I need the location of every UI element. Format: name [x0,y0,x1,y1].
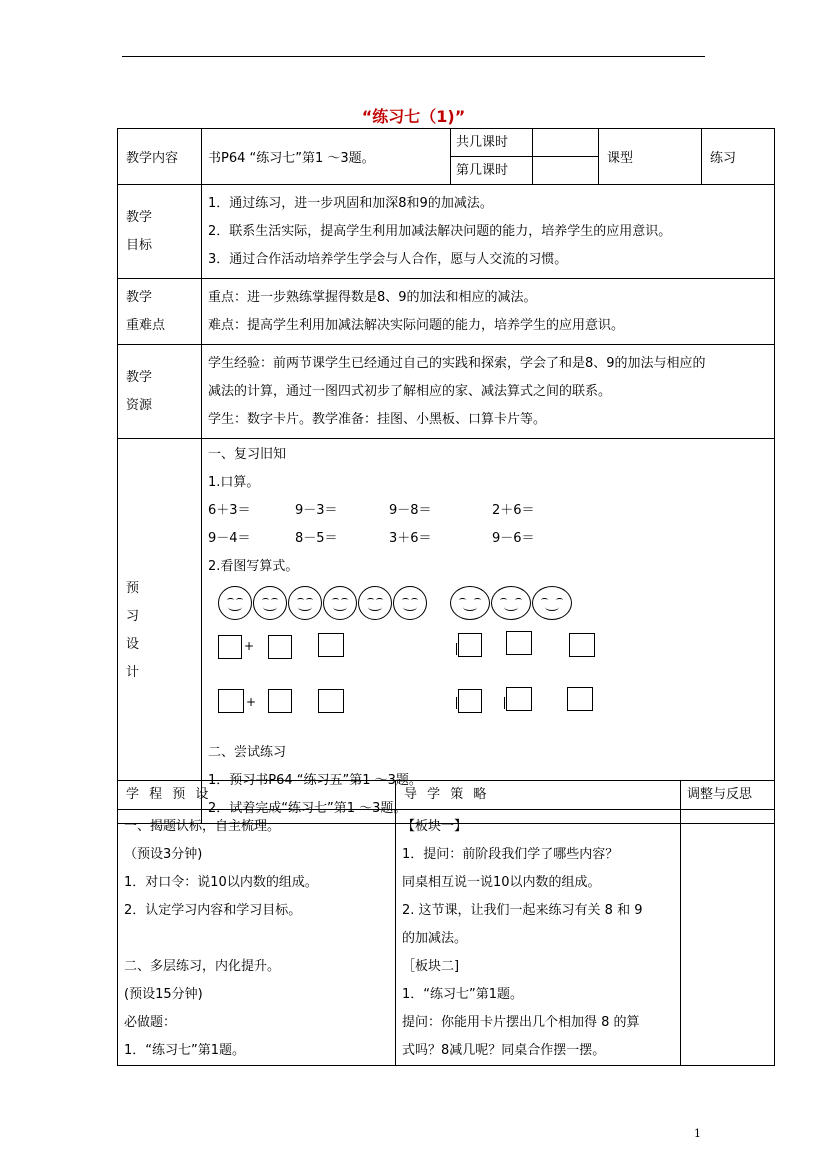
resource-line: 学生经验：前两节课学生已经通过自己的实践和探索，学会了和是8、9的加法与相应的 [208,356,706,371]
oral-row: 6＋3＝ 9－3＝ 9－8＝ 2＋6＝ [208,503,535,518]
key-point-line: 重点：进一步熟练掌握得数是8、9的加法和相应的减法。 [208,290,537,305]
col-header-reflection: 调整与反思 [681,781,775,810]
total-hours-label: 共几课时 [451,129,533,157]
content-label: 教学内容 [118,129,202,185]
header-rule [122,56,705,57]
answer-box[interactable] [268,689,292,713]
lesson-plan-table [117,128,775,824]
col-header-process: 学 程 预 设 [118,781,396,810]
answer-box[interactable] [458,633,482,657]
resources-label: 教学 资源 [118,345,202,439]
answer-box[interactable] [567,687,593,711]
current-hour-label: 第几课时 [451,157,533,185]
current-hour-value [533,157,599,185]
smiley-face-icon [532,586,572,620]
picture-title: 2.看图写算式。 [208,559,299,574]
key-points-content [202,279,775,345]
smiley-face-icon [450,586,490,620]
answer-box[interactable] [318,633,344,657]
answer-box[interactable] [458,689,482,713]
try-line: 2．试着完成“练习七”第1 ～3题。 [208,801,407,816]
oral-title: 1.口算。 [208,475,260,490]
preview-label: 预 习 设 计 [118,439,202,824]
answer-box[interactable] [506,631,532,655]
objective-line: 3．通过合作活动培养学生学会与人合作，愿与人交流的习惯。 [208,252,568,267]
oral-row: 9－4＝ 8－5＝ 3＋6＝ 9－6＝ [208,531,535,546]
objective-line: 2．联系生活实际，提高学生利用加减法解决问题的能力，培养学生的应用意识。 [208,224,672,239]
preview-content [202,439,775,824]
reflection-content [681,810,775,1066]
key-point-line: 难点：提高学生利用加减法解决实际问题的能力，培养学生的应用意识。 [208,318,625,333]
answer-box-row: + [208,681,774,739]
resource-line: 学生：数字卡片。教学准备：挂图、小黑板、口算卡片等。 [208,412,547,427]
smiley-face-icon [393,586,427,620]
answer-box[interactable] [318,689,344,713]
key-points-label: 教学 重难点 [118,279,202,345]
page-title: “练习七（1)” [361,107,466,126]
objectives-label: 教学 目标 [118,185,202,279]
page-number: 1 [694,1127,701,1140]
answer-box[interactable] [506,687,532,711]
smiley-face-icon [253,586,287,620]
smiley-face-icon [358,586,392,620]
resources-content [202,345,775,439]
answer-box[interactable] [569,633,595,657]
smiley-face-icon [491,586,531,620]
type-label: 课型 [599,129,702,185]
answer-box-row: + [208,623,774,681]
answer-box[interactable] [218,635,242,659]
smiley-face-icon [288,586,322,620]
section-heading: 二、尝试练习 [208,745,287,760]
objective-line: 1．通过练习，进一步巩固和加深8和9的加减法。 [208,196,493,211]
strategy-content: 【板块一】 1．提问：前阶段我们学了哪些内容？ 同桌相互说一说10以内数的组成。 2. 这节课，让我们一起来练习有关 8 和 9 的加减法。 ［板块二] 1．“练习七”第1题。 提问：你能用卡片摆出几个相加得 8 的算 式吗？8减几呢？同桌合作摆一摆。 [396,810,681,1066]
section-heading: 一、复习旧知 [208,447,287,462]
try-line: 1．预习书P64 “练习五”第1 ～3题。 [208,773,422,788]
type-value: 练习 [702,129,775,185]
smiley-faces [218,583,774,623]
content-value: 书P64 “练习七”第1 ～3题。 [202,129,451,185]
total-hours-value [533,129,599,157]
process-content: 一、揭题认标，自主梳理。 （预设3分钟) 1．对口令：说10以内数的组成。 2．认定学习内容和学习目标。 二、多层练习，内化提升。 (预设15分钟) 必做题： 1．“练习七”第1题。 [118,810,396,1066]
objectives-content [202,185,775,279]
answer-box[interactable] [268,635,292,659]
resource-line: 减法的计算，通过一图四式初步了解相应的家、减法算式之间的联系。 [208,384,612,399]
col-header-strategy: 导 学 策 略 [396,781,681,810]
smiley-face-icon [323,586,357,620]
smiley-face-icon [218,586,252,620]
answer-box[interactable] [218,689,244,713]
process-table [117,780,775,1066]
